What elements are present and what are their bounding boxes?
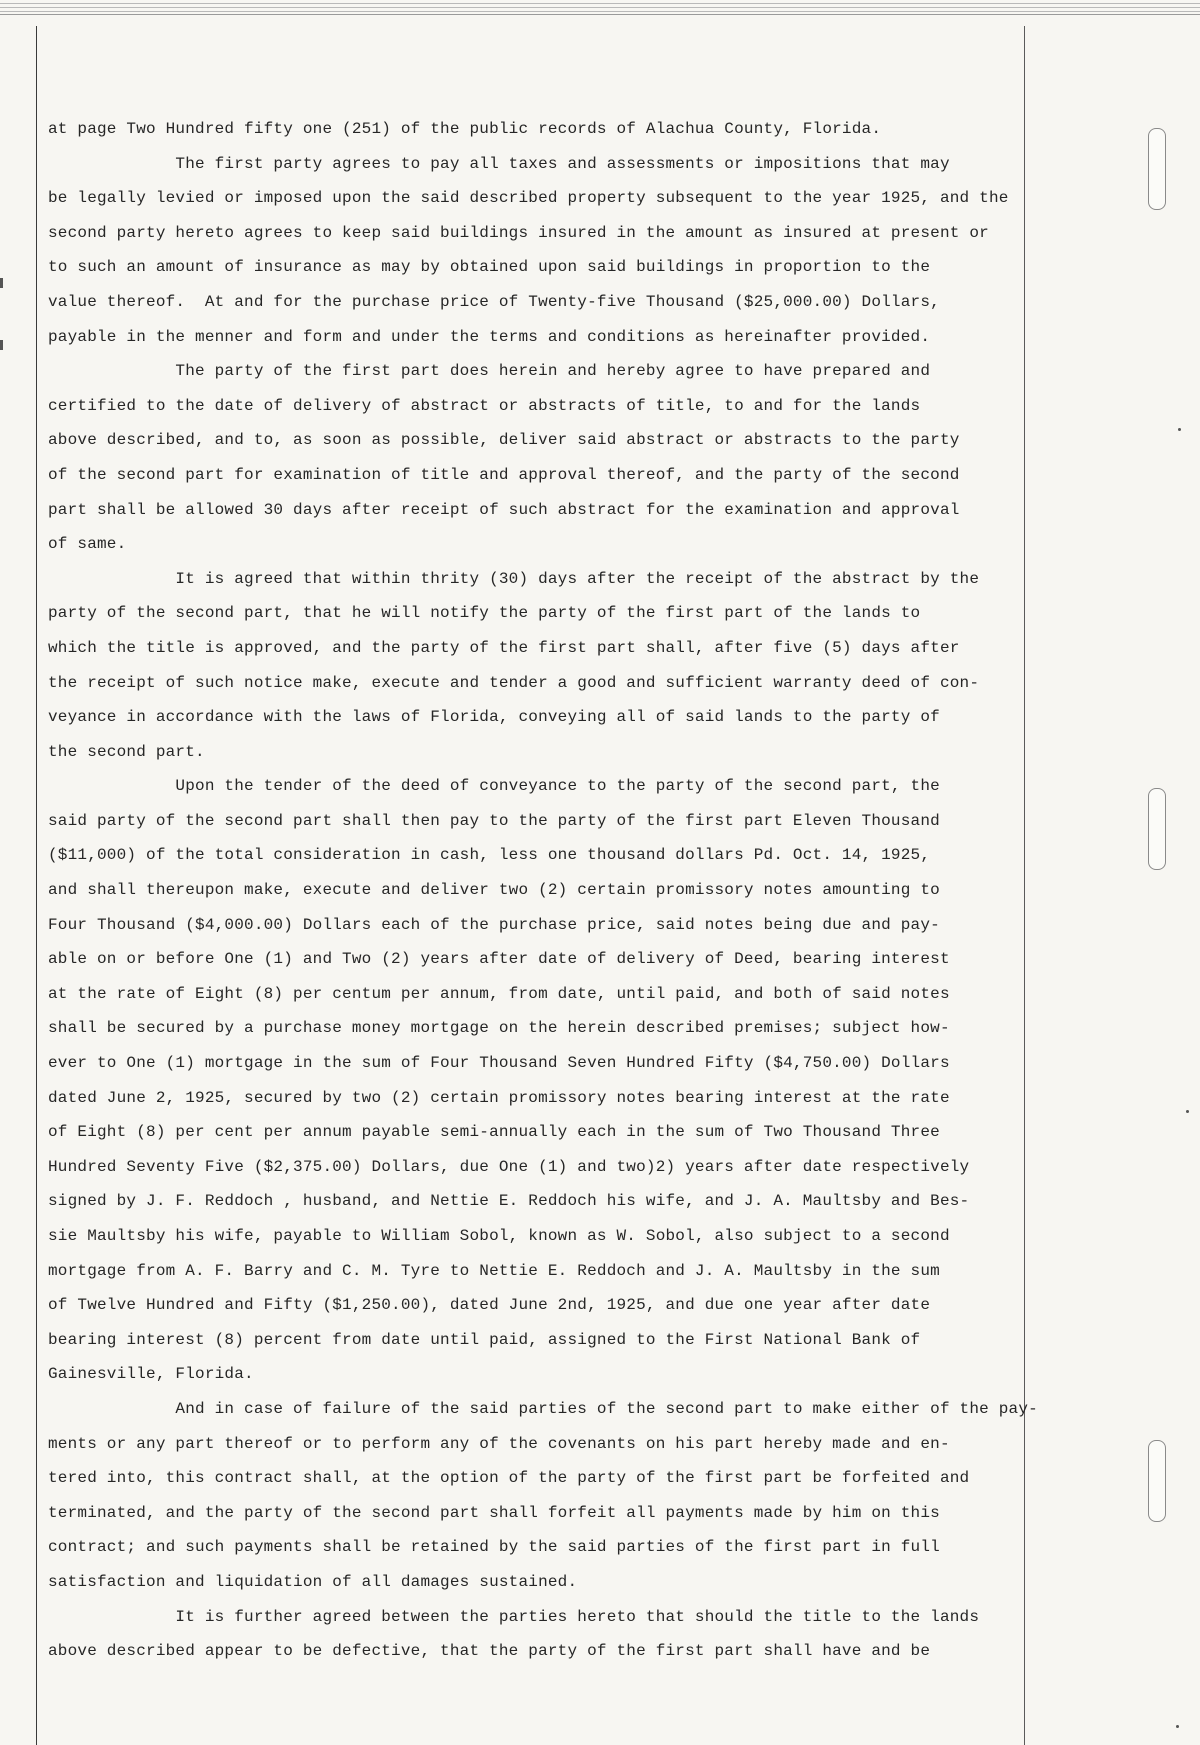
text-line: the receipt of such notice make, execute and tender a good and sufficient warranty deed of con-: [48, 673, 980, 692]
binder-hole-bottom: [1148, 1440, 1166, 1522]
margin-tick-mark: [0, 278, 3, 288]
paper-speck: [1186, 1110, 1189, 1113]
text-line: ($11,000) of the total consideration in cash, less one thousand dollars Pd. Oct. 14, 1925,: [48, 846, 931, 865]
text-line: signed by J. F. Reddoch , husband, and Nettie E. Reddoch his wife, and J. A. Maultsby and Bes-: [48, 1192, 970, 1211]
left-margin-line: [36, 26, 37, 1745]
paper-speck: [1178, 428, 1181, 431]
text-line: above described, and to, as soon as possible, deliver said abstract or abstracts to the party: [48, 431, 960, 450]
text-line: party of the second part, that he will notify the party of the first part of the lands to: [48, 604, 921, 623]
text-line: And in case of failure of the said parties of the second part to make either of the pay-: [48, 1399, 1038, 1418]
text-line: satisfaction and liquidation of all damages sustained.: [48, 1572, 578, 1591]
text-line: Gainesville, Florida.: [48, 1365, 254, 1384]
text-line: payable in the menner and form and under the terms and conditions as hereinafter provided.: [48, 327, 931, 346]
text-line: bearing interest (8) percent from date until paid, assigned to the First National Bank of: [48, 1330, 921, 1349]
text-line: and shall thereupon make, execute and deliver two (2) certain promissory notes amounting to: [48, 881, 940, 900]
text-line: ever to One (1) mortgage in the sum of Four Thousand Seven Hundred Fifty ($4,750.00) Dollars: [48, 1054, 950, 1073]
text-line: mortgage from A. F. Barry and C. M. Tyre to Nettie E. Reddoch and J. A. Maultsby in the sum: [48, 1261, 940, 1280]
text-line: certified to the date of delivery of abstract or abstracts of title, to and for the lands: [48, 396, 921, 415]
text-line: at page Two Hundred fifty one (251) of the public records of Alachua County, Florida.: [48, 120, 882, 138]
text-line: the second part.: [48, 742, 205, 761]
text-line: of Eight (8) per cent per annum payable semi-annually each in the sum of Two Thousand Three: [48, 1123, 940, 1142]
text-line: of Twelve Hundred and Fifty ($1,250.00), dated June 2nd, 1925, and due one year after date: [48, 1296, 931, 1315]
text-line: which the title is approved, and the party of the first part shall, after five (5) days after: [48, 638, 960, 657]
margin-tick-mark: [0, 340, 3, 350]
text-line: It is further agreed between the parties hereto that should the title to the lands: [48, 1607, 980, 1626]
text-line: tered into, this contract shall, at the option of the party of the first part be forfeited and: [48, 1469, 970, 1488]
text-line: The party of the first part does herein and hereby agree to have prepared and: [48, 362, 931, 381]
text-line: Four Thousand ($4,000.00) Dollars each of the purchase price, said notes being due and pay-: [48, 915, 940, 934]
text-line: dated June 2, 1925, secured by two (2) certain promissory notes bearing interest at the rate: [48, 1088, 950, 1107]
text-line: at the rate of Eight (8) per centum per annum, from date, until paid, and both of said notes: [48, 984, 950, 1003]
text-line: It is agreed that within thrity (30) days after the receipt of the abstract by the: [48, 569, 980, 588]
text-line: second party hereto agrees to keep said buildings insured in the amount as insured at present or: [48, 223, 989, 242]
text-line: to such an amount of insurance as may by obtained upon said buildings in proportion to the: [48, 258, 931, 277]
text-line: above described appear to be defective, that the party of the first part shall have and be: [48, 1642, 931, 1661]
binder-hole-middle: [1148, 788, 1166, 870]
text-line: Upon the tender of the deed of conveyance to the party of the second part, the: [48, 777, 940, 796]
paper-speck: [1176, 1725, 1179, 1728]
text-line: said party of the second part shall then pay to the party of the first part Eleven Thousand: [48, 811, 940, 830]
text-line: sie Maultsby his wife, payable to William Sobol, known as W. Sobol, also subject to a second: [48, 1227, 950, 1245]
text-line: of the second part for examination of title and approval thereof, and the party of the second: [48, 465, 960, 484]
text-line: able on or before One (1) and Two (2) years after date of delivery of Deed, bearing interest: [48, 950, 950, 969]
text-line: of same.: [48, 535, 127, 554]
text-line: ments or any part thereof or to perform any of the covenants on his part hereby made and en-: [48, 1434, 950, 1453]
binder-hole-top: [1148, 128, 1166, 210]
text-line: The first party agrees to pay all taxes and assessments or impositions that may: [48, 154, 950, 173]
text-line: terminated, and the party of the second part shall forfeit all payments made by him on this: [48, 1503, 940, 1522]
text-line: contract; and such payments shall be retained by the said parties of the first part in full: [48, 1538, 940, 1557]
text-line: veyance in accordance with the laws of Florida, conveying all of said lands to the party of: [48, 708, 940, 727]
text-line: part shall be allowed 30 days after receipt of such abstract for the examination and approval: [48, 500, 960, 519]
text-line: value thereof. At and for the purchase price of Twenty-five Thousand ($25,000.00) Dollars,: [48, 292, 940, 311]
document-body: [48, 112, 1148, 1669]
text-line: Hundred Seventy Five ($2,375.00) Dollars, due One (1) and two)2) years after date respectively: [48, 1157, 970, 1176]
top-ruled-border: [0, 0, 1200, 15]
text-line: be legally levied or imposed upon the said described property subsequent to the year 1925, and the: [48, 189, 1009, 208]
text-line: shall be secured by a purchase money mortgage on the herein described premises; subject how-: [48, 1019, 950, 1038]
